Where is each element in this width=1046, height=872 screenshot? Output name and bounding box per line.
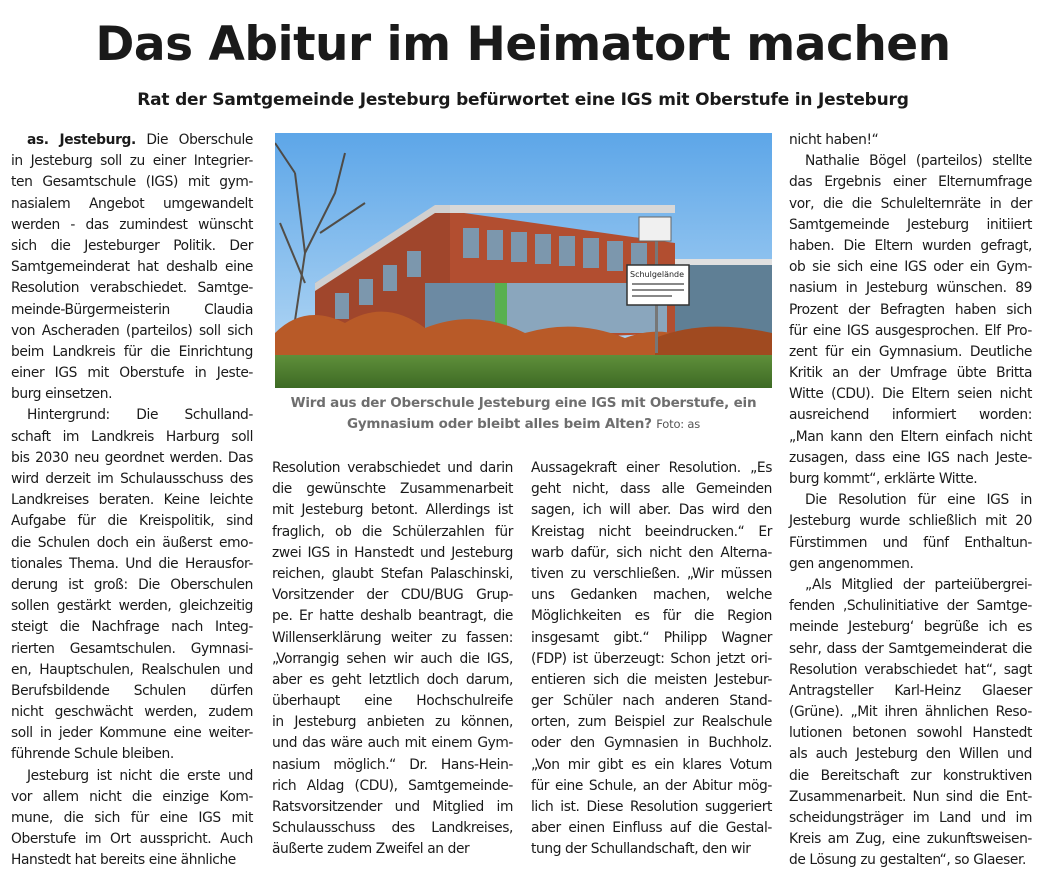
col4-line: vor, die die Schulelternräte in der xyxy=(789,195,1032,212)
caption-text: Wird aus der Oberschule Jesteburg eine IGS mit Oberstufe, ein Gymnasium oder bleibt alles beim Alten? xyxy=(290,395,757,432)
col2-line: überhaupt eine Hochschulreife xyxy=(272,693,513,710)
col2-line: nasium möglich.“ Dr. Hans-Hein- xyxy=(272,756,513,773)
school-photo xyxy=(275,133,772,388)
col2-line: Resolution verabschiedet und darin xyxy=(272,460,513,476)
col4-line: nicht haben!“ xyxy=(789,132,879,148)
col4-line: meinde Jesteburg‘ begrüße ich es xyxy=(789,619,1032,636)
sign-label: Schulgelände xyxy=(630,270,685,279)
col1-line: Aufgabe für die Kreispolitik, sind xyxy=(11,513,253,530)
col4-line: als auch Jesteburg den Willen und xyxy=(789,746,1032,763)
col1-line: burg einsetzen. xyxy=(11,386,113,403)
col3-line: aber einen Einfluss auf die Gestal- xyxy=(531,820,772,837)
col3-line: entieren sich die meisten Jestebur- xyxy=(531,671,772,688)
col2-line: rich Aldag (CDU), Samtgemeinde- xyxy=(272,777,513,794)
col1-line: die Schulen doch ein äußerst emo- xyxy=(11,534,253,551)
col4-line: Die Resolution für eine IGS in xyxy=(805,492,1032,509)
col4-line: Zusammenarbeit. Nun sind die Ent- xyxy=(789,788,1032,805)
col3-line: tung der Schullandschaft, den wir xyxy=(531,841,751,858)
col3-line: oder den Gymnasien in Buchholz. xyxy=(531,735,772,752)
col2-line: die gewünschte Zusammenarbeit xyxy=(272,481,513,498)
col4-line: Resolution verabschiedet hat“, sagt xyxy=(789,661,1032,678)
col1-line: nasialem Angebot umgewandelt xyxy=(11,195,253,212)
col1-line: bis 2030 neu geordnet werden. Das xyxy=(11,449,253,466)
column-3 xyxy=(531,458,772,861)
col3-line: Aussagekraft einer Resolution. „Es xyxy=(531,460,772,476)
col4-line: lutionen betonen sowohl Hanstedt xyxy=(789,725,1032,742)
col4-line: Fürstimmen und fünf Enthaltun- xyxy=(789,534,1032,551)
col4-line: Kritik an der Umfrage übte Britta xyxy=(789,365,1032,382)
col1-line: mune, die sich für eine IGS mit xyxy=(11,810,253,826)
col2-line: aber es geht letztlich doch darum, xyxy=(272,671,513,688)
col3-line: für eine Schule, an der Abitur mög- xyxy=(531,777,772,794)
col1-line: steigt die Nachfrage nach Integ- xyxy=(11,619,253,636)
col2-line: und das wäre auch mit einem Gym- xyxy=(272,735,513,752)
col4-line: „Man kann den Eltern einfach nicht xyxy=(789,428,1032,445)
col1-line: ten Gesamtschule (IGS) mit gym- xyxy=(11,174,253,191)
col4-line: ausreichend informiert worden: xyxy=(789,407,1032,424)
col1-line xyxy=(11,130,253,151)
col1-line: soll in jeder Kommune eine weiter- xyxy=(11,725,253,742)
headline: Das Abitur im Heimatort machen xyxy=(95,17,951,72)
col4-line: die Bereitschaft zur konstruktiven xyxy=(789,767,1032,784)
col4-line: (Grüne). „Mit ihren ähnlichen Reso- xyxy=(789,704,1032,721)
col1-line: führende Schule bleiben. xyxy=(11,746,174,763)
col4-line: Prozent der Befragten haben sich xyxy=(789,301,1032,318)
col1-line: Hanstedt hat bereits eine ähnliche xyxy=(11,852,236,869)
col3-line: Möglichkeiten es für die Region xyxy=(531,608,772,625)
dateline: as. Jesteburg. xyxy=(27,132,136,148)
col4-line: gen angenommen. xyxy=(789,555,914,572)
col1-line: Jesteburg ist nicht die erste und xyxy=(27,767,253,784)
col1-line: in Jesteburg soll zu einer Integrier- xyxy=(11,153,253,170)
col1-line: einer IGS mit Oberstufe in Jeste- xyxy=(11,365,253,382)
col1-line: Landkreises beraten. Keine leichte xyxy=(11,492,253,509)
col1-line: werden - das zumindest wünscht xyxy=(11,216,253,233)
col4-line: nasium in Jesteburg wünschen. 89 xyxy=(789,280,1032,297)
col4-line: sehr, dass der Samtgemeinderat die xyxy=(789,640,1032,657)
col1-line: meinde-Bürgermeisterin Claudia xyxy=(11,301,253,318)
col1-line: Hintergrund: Die Schulland- xyxy=(27,407,253,424)
subtitle: Rat der Samtgemeinde Jesteburg befürwortet eine IGS mit Oberstufe in Jesteburg xyxy=(137,90,909,110)
col1-line: vor allem nicht die einzige Kom- xyxy=(11,788,253,805)
col2-line: Ratsvorsitzender und Mitglied im xyxy=(272,799,513,815)
col3-line: orten, zum Beispiel zur Realschule xyxy=(531,714,772,731)
col1-line: Resolution verabschiedet. Samtge- xyxy=(11,280,253,297)
col3-line: sagen, ich will aber. Das wird den xyxy=(531,502,772,519)
photo-credit: Foto: as xyxy=(656,417,701,431)
col3-line: (FDP) ist überzeugt: Schon jetzt ori- xyxy=(531,650,772,667)
col2-line: Vorsitzender der CDU/BUG Grup- xyxy=(272,587,513,604)
col1-line: Oberstufe im Ort ausspricht. Auch xyxy=(11,831,253,848)
col1-line: en, Hauptschulen, Realschulen und xyxy=(11,661,253,678)
col4-line: fenden ‚Schulinitiative der Samtge- xyxy=(789,598,1032,615)
col1-line: sollen gestärkt werden, gleichzeitig xyxy=(11,598,253,615)
col4-line: haben. Die Eltern wurden gefragt, xyxy=(789,237,1032,254)
col4-line: scheidungsträger im Land und im xyxy=(789,810,1032,826)
col3-line: warb dafür, sich nicht den Alterna- xyxy=(531,544,772,561)
column-1 xyxy=(11,130,253,872)
col3-line: Kreistag nicht beeindrucken.“ Er xyxy=(531,523,772,540)
col3-line: ger Schüler nach anderen Stand- xyxy=(531,693,772,710)
col4-line: Antragsteller Karl-Heinz Glaeser xyxy=(789,682,1032,699)
col1-line: Samtgemeinderat hat deshalb eine xyxy=(11,259,253,276)
col2-line: reichen, glaubt Stefan Palaschinski, xyxy=(272,565,513,582)
col4-line: zent für ein Gymnasium. Deutliche xyxy=(789,343,1032,360)
col4-line: zusagen, dass eine IGS nach Jeste- xyxy=(789,449,1032,466)
col3-line: insgesamt gibt.“ Philipp Wagner xyxy=(531,629,772,646)
col4-line: für eine IGS ausgesprochen. Elf Pro- xyxy=(789,322,1032,339)
col2-line: äußerte zudem Zweifel an der xyxy=(272,841,470,858)
col1-line: von Ascheraden (parteilos) soll sich xyxy=(11,322,253,339)
col3-line: tiven zu verschließen. „Wir müssen xyxy=(531,565,772,582)
col3-line: „Von mir gibt es ein klares Votum xyxy=(531,756,772,773)
column-4 xyxy=(789,130,1032,872)
col1-line: sich die Jesteburger Politik. Der xyxy=(11,237,253,254)
col2-line: mit Jesteburg betont. Allerdings ist xyxy=(272,502,513,519)
col2-line: in Jesteburg anbieten zu können, xyxy=(272,714,513,731)
col3-line: geht nicht, dass alle Gemeinden xyxy=(531,481,772,498)
col1-line: derung ist groß: Die Oberschulen xyxy=(11,576,253,593)
col4-line: Jesteburg wurde schließlich mit 20 xyxy=(789,513,1032,530)
col3-line: lich ist. Diese Resolution suggeriert xyxy=(531,799,772,815)
col2-line: fraglich, ob die Schülerzahlen für xyxy=(272,523,513,540)
col1-line: nicht geschwächt werden, zudem xyxy=(11,704,253,721)
col1-line: schaft im Landkreis Harburg soll xyxy=(11,428,253,445)
col1-line: Berufsbildende Schulen dürfen xyxy=(11,682,253,699)
col2-line: Willenserklärung weiter zu fassen: xyxy=(272,629,513,646)
col4-line: ob sie sich eine IGS oder ein Gym- xyxy=(789,259,1032,276)
col4-line: Nathalie Bögel (parteilos) stellte xyxy=(805,153,1032,170)
column-2 xyxy=(272,458,513,861)
col1-line: rierten Gesamtschulen. Gymnasi- xyxy=(11,640,253,657)
col4-line: de Lösung zu gestalten“, so Glaeser. xyxy=(789,852,1026,869)
col4-line: das Ergebnis einer Elternumfrage xyxy=(789,174,1032,191)
col2-line: Schulausschuss des Landkreises, xyxy=(272,820,513,837)
col2-line: zwei IGS in Hanstedt und Jesteburg xyxy=(272,544,513,561)
col3-line: uns Gedanken machen, welche xyxy=(531,587,772,604)
col4-line: „Als Mitglied der parteiübergrei- xyxy=(805,576,1032,593)
col1-line: beim Landkreis für die Einrichtung xyxy=(11,343,253,360)
col4-line: burg kommt“, erklärte Witte. xyxy=(789,471,978,487)
col4-line: Samtgemeinde Jesteburg initiiert xyxy=(789,216,1032,233)
dateline-text: Die Oberschule xyxy=(135,132,253,148)
col2-line: pe. Er hatte deshalb beantragt, die xyxy=(272,608,513,625)
photo-caption xyxy=(275,393,772,435)
col2-line: „Vorrangig sehen wir auch die IGS, xyxy=(272,650,513,667)
col1-line: wird derzeit im Schulausschuss des xyxy=(11,471,253,487)
col4-line: Witte (CDU). Die Eltern seien nicht xyxy=(789,386,1032,403)
col1-line: tionales Thema. Und die Herausfor- xyxy=(11,555,253,572)
col4-line: Kreis am Zug, eine zukunftsweisen- xyxy=(789,831,1032,848)
